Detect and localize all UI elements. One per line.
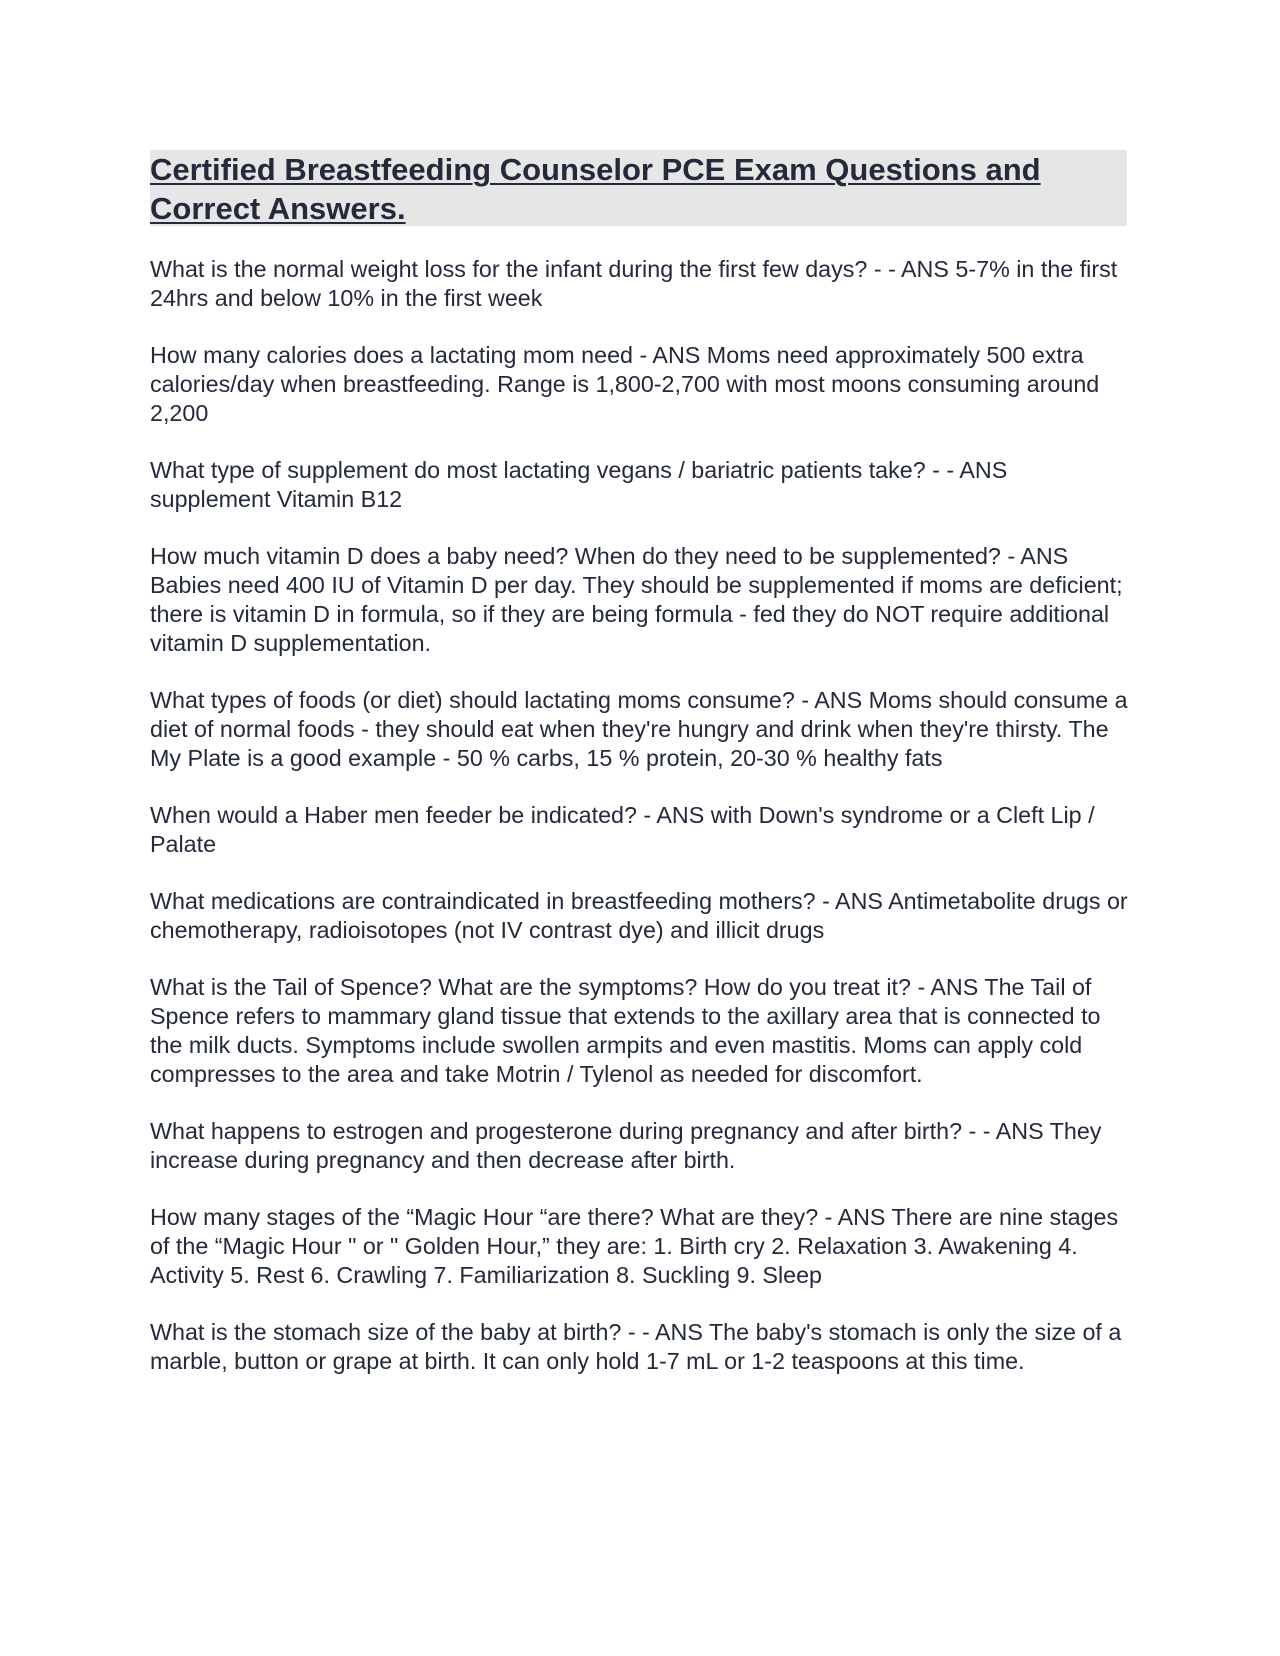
qa-item: What is the stomach size of the baby at birth? - - ANS The baby's stomach is only the size of a marble, button or grape at birth. It can only hold 1-7 mL or 1-2 teaspoons at this time. bbox=[150, 1319, 1122, 1374]
qa-item: When would a Haber men feeder be indicated? - ANS with Down's syndrome or a Cleft Lip / Palate bbox=[150, 802, 1095, 857]
qa-item: How many calories does a lactating mom need - ANS Moms need approximately 500 extra calories/day when breastfeeding. Range is 1,800-2,700 with most moons consuming around 2,200 bbox=[150, 342, 1100, 426]
qa-item: What is the normal weight loss for the infant during the first few days? - - ANS 5-7% in the first 24hrs and below 10% in the first week bbox=[150, 256, 1118, 311]
title-line-1: Certified Breastfeeding Counselor PCE Exam Questions and bbox=[150, 152, 1041, 187]
qa-list bbox=[150, 255, 1130, 1404]
qa-item: What medications are contraindicated in breastfeeding mothers? - ANS Antimetabolite drugs or chemotherapy, radioisotopes (not IV contrast dye) and illicit drugs bbox=[150, 888, 1128, 943]
document-title bbox=[150, 150, 1127, 228]
qa-item: How much vitamin D does a baby need? When do they need to be supplemented? - ANS Babies need 400 IU of Vitamin D per day. They should be supplemented if moms are deficient; there is vitamin D in formula, so if they are being formula - fed they do NOT require additional vitamin D supplementation. bbox=[150, 543, 1123, 656]
qa-item: What happens to estrogen and progesterone during pregnancy and after birth? - - ANS They increase during pregnancy and then decrease after birth. bbox=[150, 1118, 1102, 1173]
qa-item: What type of supplement do most lactating vegans / bariatric patients take? - - ANS supplement Vitamin B12 bbox=[150, 457, 1008, 512]
qa-item: How many stages of the “Magic Hour “are there? What are they? - ANS There are nine stages of the “Magic Hour " or " Golden Hour,” they are: 1. Birth cry 2. Relaxation 3. Awakening 4. Activity 5. Rest 6. Crawling 7. Familiarization 8. Suckling 9. Sleep bbox=[150, 1204, 1119, 1288]
title-line-2: Correct Answers. bbox=[150, 191, 406, 226]
title-block bbox=[150, 150, 1127, 226]
qa-item: What types of foods (or diet) should lactating moms consume? - ANS Moms should consume a diet of normal foods - they should eat when they're hungry and drink when they're thirsty. The My Plate is a good example - 50 % carbs, 15 % protein, 20-30 % healthy fats bbox=[150, 687, 1128, 771]
qa-item: What is the Tail of Spence? What are the symptoms? How do you treat it? - ANS The Tail of Spence refers to mammary gland tissue that extends to the axillary area that is connected to the milk ducts. Symptoms include swollen armpits and even mastitis. Moms can apply cold compresses to the area and take Motrin / Tylenol as needed for discomfort. bbox=[150, 974, 1101, 1087]
